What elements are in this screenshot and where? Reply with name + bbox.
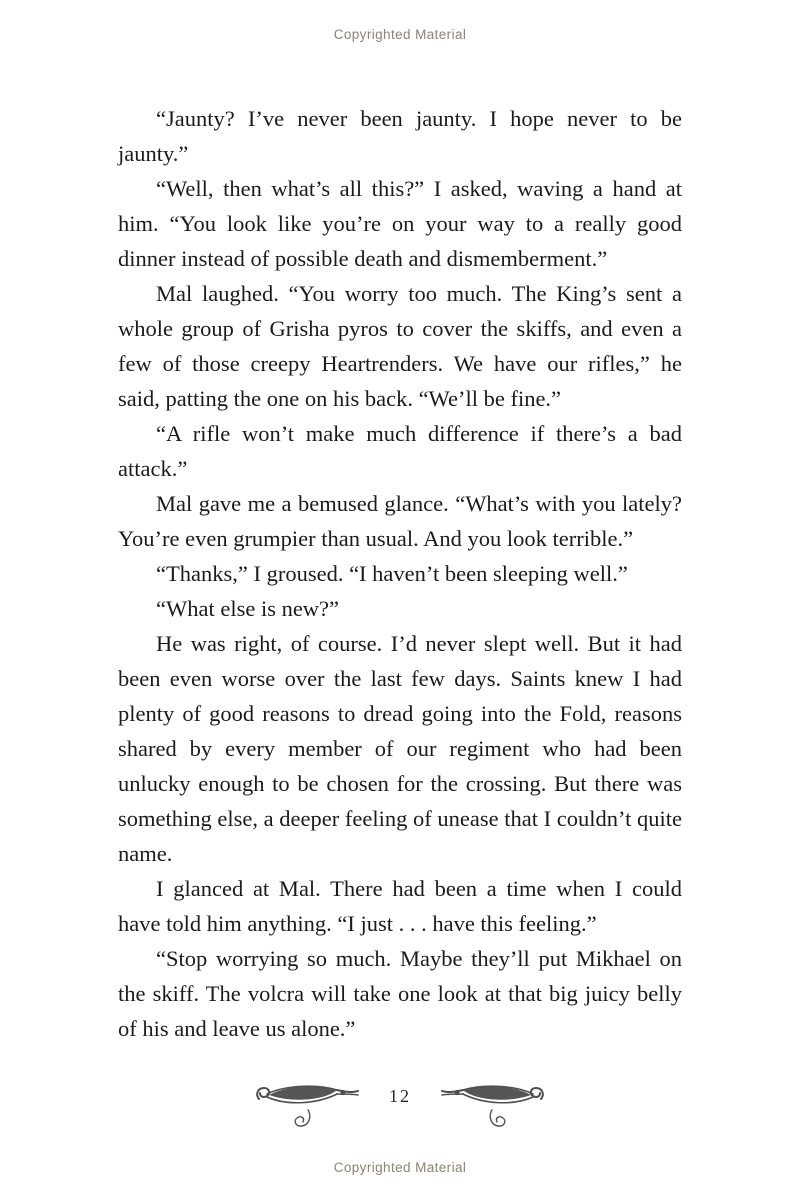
paragraph: He was right, of course. I’d never slept well. But it had been even worse over the last few days. Saints knew I had plenty of good reasons to dread going into the Fold, reasons shared by every member of our regiment who had been unlucky enough to be chosen for the crossing. But there was something else, a deeper feeling of unease that I couldn’t quite name. [118,631,682,866]
page-footer [0,1080,800,1136]
page-number: 12 [389,1086,411,1106]
paragraph: Mal gave me a bemused glance. “What’s with you lately? You’re even grumpier than usual. And you look terrible.” [118,491,682,551]
copyright-notice-bottom: Copyrighted Material [333,1160,467,1175]
paragraph: “What else is new?” [156,596,340,621]
body-text [118,101,682,1046]
paragraph: “Well, then what’s all this?” I asked, waving a hand at him. “You look like you’re on your way to a really good dinner instead of possible death and dismemberment.” [118,176,682,271]
paragraph: I glanced at Mal. There had been a time when I could have told him anything. “I just . . . have this feeling.” [118,876,682,936]
footer-flourish-right-icon [437,1080,547,1136]
footer-flourish-left-icon [253,1080,363,1136]
paragraph: “A rifle won’t make much difference if there’s a bad attack.” [118,421,682,481]
copyright-notice-top: Copyrighted Material [333,27,467,42]
paragraph: “Thanks,” I groused. “I haven’t been sleeping well.” [156,561,628,586]
paragraph: Mal laughed. “You worry too much. The King’s sent a whole group of Grisha pyros to cover the skiffs, and even a few of those creepy Heartrenders. We have our rifles,” he said, patting the one on his back. “We’ll be fine.” [118,281,682,411]
paragraph: “Stop worrying so much. Maybe they’ll put Mikhael on the skiff. The volcra will take one look at that big juicy belly of his and leave us alone.” [118,946,682,1041]
paragraph: “Jaunty? I’ve never been jaunty. I hope never to be jaunty.” [118,106,682,166]
